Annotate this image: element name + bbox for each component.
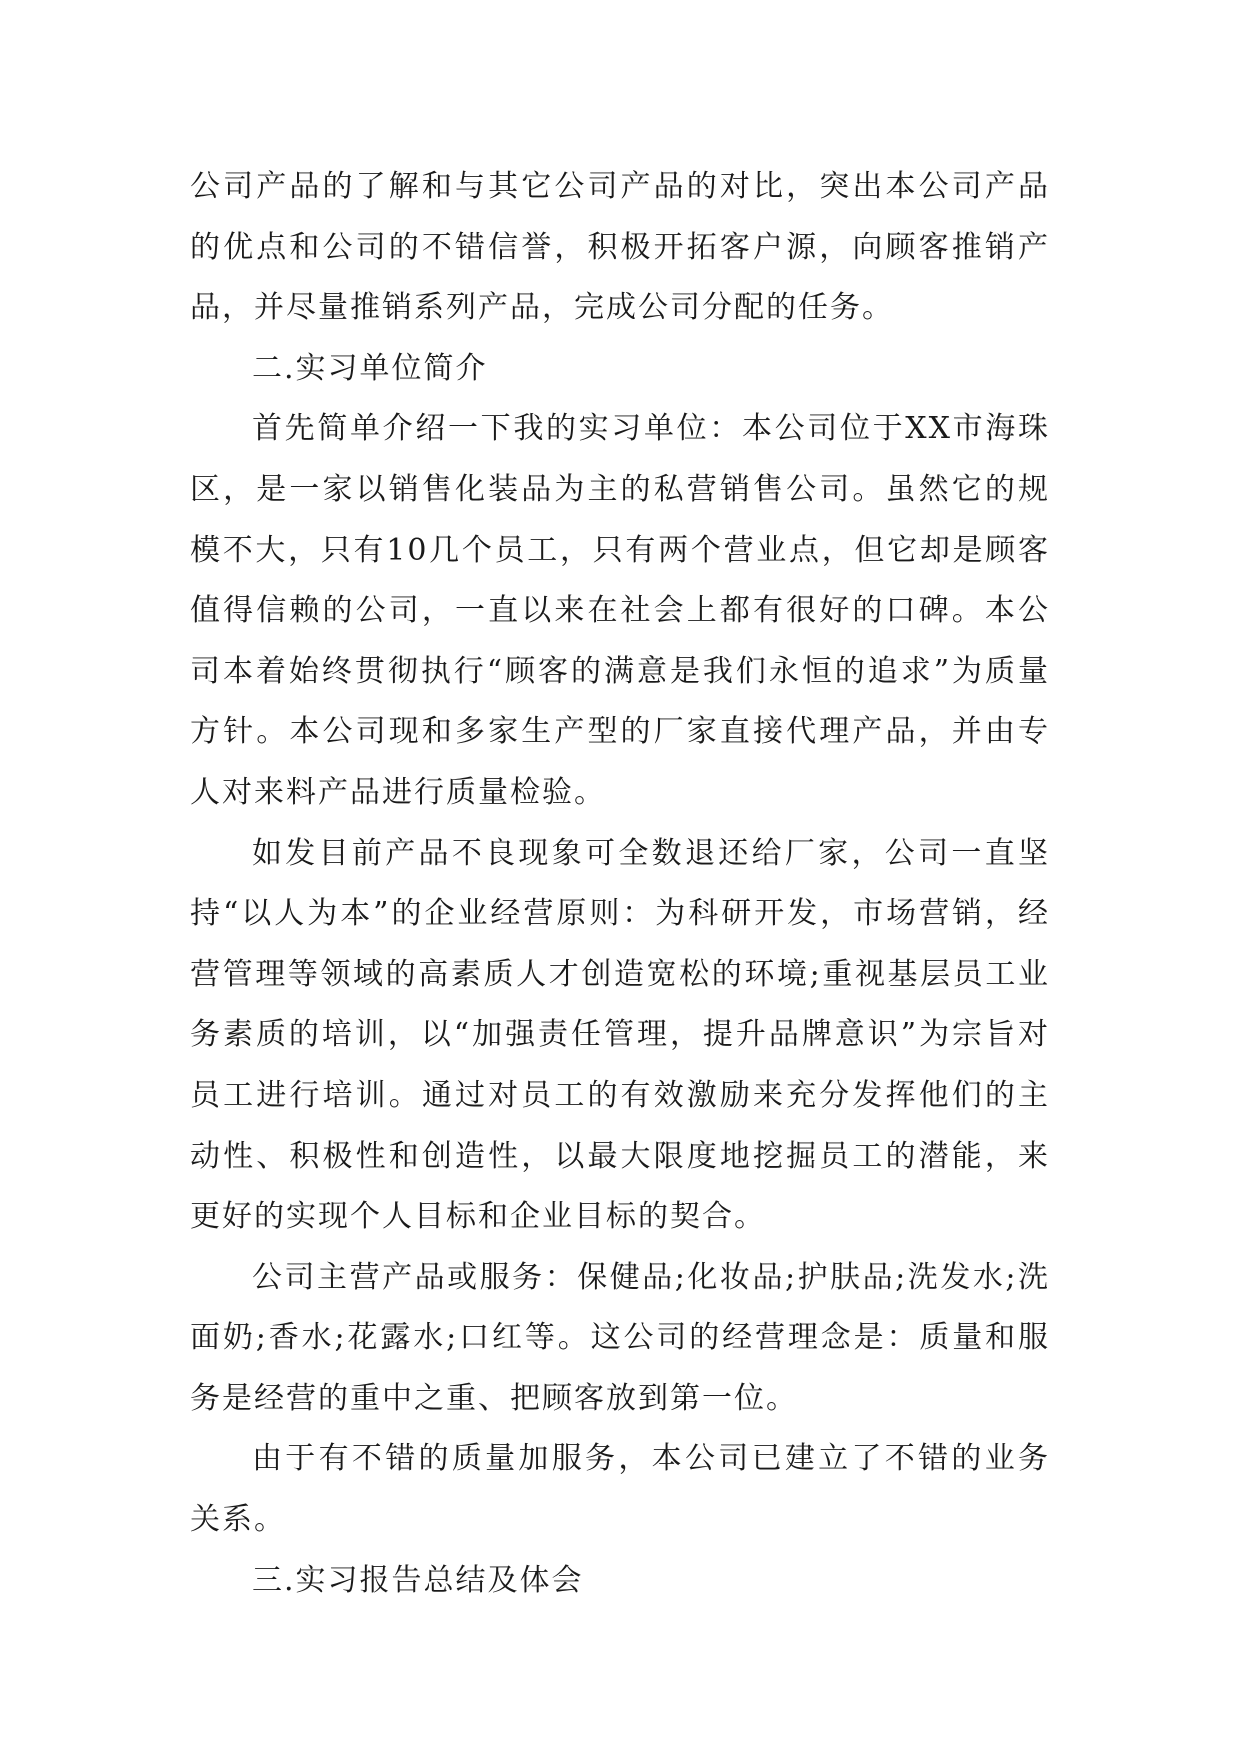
section-heading-2: 二.实习单位简介	[252, 350, 488, 386]
document-body	[190, 157, 1050, 1611]
paragraph-business-relations: 由于有不错的质量加服务，本公司已建立了不错的业务关系。	[190, 1441, 1050, 1538]
paragraph-company-intro: 首先简单介绍一下我的实习单位：本公司位于XX市海珠区，是一家以销售化装品为主的私营销售公司。虽然它的规模不大，只有10几个员工，只有两个营业点，但它却是顾客值得信赖的公司，一直以来在社会上都有很好的口碑。本公司本着始终贯彻执行“顾客的满意是我们永恒的追求”为质量方针。本公司现和多家生产型的厂家直接代理产品，并由专人对来料产品进行质量检验。	[190, 411, 1050, 810]
paragraph-continuation: 公司产品的了解和与其它公司产品的对比，突出本公司产品的优点和公司的不错信誉，积极开拓客户源，向顾客推销产品，并尽量推销系列产品，完成公司分配的任务。	[190, 169, 1050, 326]
paragraph-company-principles: 如发目前产品不良现象可全数退还给厂家，公司一直坚持“以人为本”的企业经营原则：为科研开发，市场营销，经营管理等领域的高素质人才创造宽松的环境;重视基层员工业务素质的培训，以“加强责任管理，提升品牌意识”为宗旨对员工进行培训。通过对员工的有效激励来充分发挥他们的主动性、积极性和创造性，以最大限度地挖掘员工的潜能，来更好的实现个人目标和企业目标的契合。	[190, 835, 1050, 1235]
section-heading-3: 三.实习报告总结及体会	[252, 1562, 584, 1598]
paragraph-main-products: 公司主营产品或服务：保健品;化妆品;护肤品;洗发水;洗面奶;香水;花露水;口红等。这公司的经营理念是：质量和服务是经营的重中之重、把顾客放到第一位。	[190, 1259, 1050, 1416]
